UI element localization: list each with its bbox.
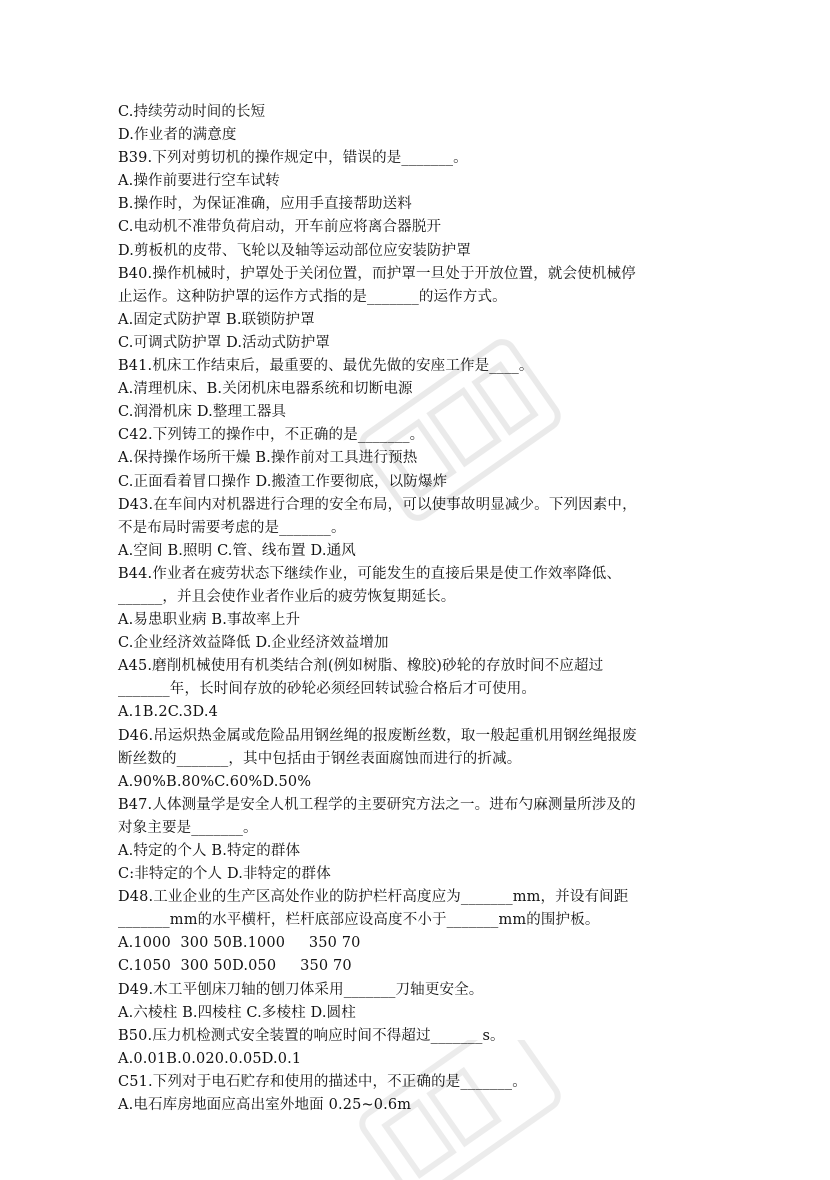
text-line: A.易患职业病 B.事故率上升 [118,612,301,629]
question-list [118,101,718,1117]
question-b39: B39.下列对剪切机的操作规定中，错误的是_______。 [118,150,468,167]
text-line: A.1B.2C.3D.4 [118,704,218,721]
text-line: C.持续劳动时间的长短 [118,104,266,120]
text-line: D.作业者的满意度 [118,127,237,144]
text-line: A.特定的个人 B.特定的群体 [118,843,301,859]
question-d48: D48.工业企业的生产区高处作业的防护栏杆高度应为_______mm，并设有间距 [118,889,629,906]
text-line: C.润滑机床 D.整理工器具 [118,404,287,421]
text-line: _______mm的水平横杆，栏杆底部应设高度不小于_______mm的围护板。 [118,912,600,929]
text-line: C.电动机不准带负荷启动，开车前应将离合器脱开 [118,219,442,236]
question-b40: B40.操作机械时，护罩处于关闭位置，而护罩一旦处于开放位置，就会使机械停 [118,265,636,282]
question-b50: B50.压力机检测式安全装置的响应时间不得超过_______s。 [118,1027,505,1044]
question-a45: A45.磨削机械使用有机类结合剂(例如树脂、橡胶)砂轮的存放时间不应超过 [118,658,604,675]
question-d46: D46.吊运炽热金属或危险品用钢丝绳的报废断丝数，取一般起重机用钢丝绳报废 [118,727,637,744]
question-b44: B44.作业者在疲劳状态下继续作业，可能发生的直接后果是使工作效率降低、 [118,565,622,582]
text-line: C.可调式防护罩 D.活动式防护罩 [118,334,331,351]
question-b47: B47.人体测量学是安全人机工程学的主要研究方法之一。进布勺麻测量所涉及的 [118,796,636,813]
text-line: C.正面看着冒口操作 D.搬渣工作要彻底，以防爆炸 [118,473,448,490]
text-line: A.清理机床、B.关闭机床电器系统和切断电源 [118,381,413,398]
text-line: B.操作时，为保证准确，应用手直接帮助送料 [118,196,412,213]
text-line: 断丝数的_______，其中包括由于钢丝表面腐蚀而进行的折减。 [118,750,522,767]
question-c42: C42.下列铸工的操作中，不正确的是_______。 [118,427,425,444]
question-b41: B41.机床工作结束后，最重要的、最优先做的安座工作是____。 [118,358,534,375]
text-line: A.1000 300 50B.1000 350 70 [118,935,361,952]
text-line: A.0.01B.0.020.0.05D.0.1 [118,1050,302,1067]
text-line: A.六棱柱 B.四棱柱 C.多棱柱 D.圆柱 [118,1004,356,1021]
text-line: A.电石库房地面应高出室外地面 0.25~0.6m [118,1097,412,1114]
text-line: A.90%B.80%C.60%D.50% [118,773,312,790]
question-c51: C51.下列对于电石贮存和使用的描述中，不正确的是_______。 [118,1073,527,1090]
text-line: _______年，长时间存放的砂轮必须经回转试验合格后才可使用。 [118,681,537,698]
text-line: A.保持操作场所干燥 B.操作前对工具进行预热 [118,450,418,467]
text-line: C:非特定的个人 D.非特定的群体 [118,866,331,883]
text-line: 止运作。这种防护罩的运作方式指的是_______的运作方式。 [118,288,507,305]
question-d49: D49.木工平刨床刀轴的刨刀体采用_______刀轴更安全。 [118,981,484,998]
question-d43: D43.在车间内对机器进行合理的安全布局，可以使事故明显减少。下列因素中， [118,496,637,513]
text-line: C.企业经济效益降低 D.企业经济效益增加 [118,635,389,652]
text-line: D.剪板机的皮带、飞轮以及轴等运动部位应安装防护罩 [118,242,471,259]
text-line: C.1050 300 50D.050 350 70 [118,958,352,975]
text-line: A.固定式防护罩 B.联锁防护罩 [118,311,315,328]
text-line: 不是布局时需要考虑的是_______。 [118,519,346,536]
text-line: A.操作前要进行空车试转 [118,173,280,190]
text-line: ______，并且会使作业者作业后的疲劳恢复期延长。 [118,588,456,605]
text-line: A.空间 B.照明 C.管、线布置 D.通风 [118,542,356,559]
text-line: 对象主要是_______。 [118,819,258,836]
